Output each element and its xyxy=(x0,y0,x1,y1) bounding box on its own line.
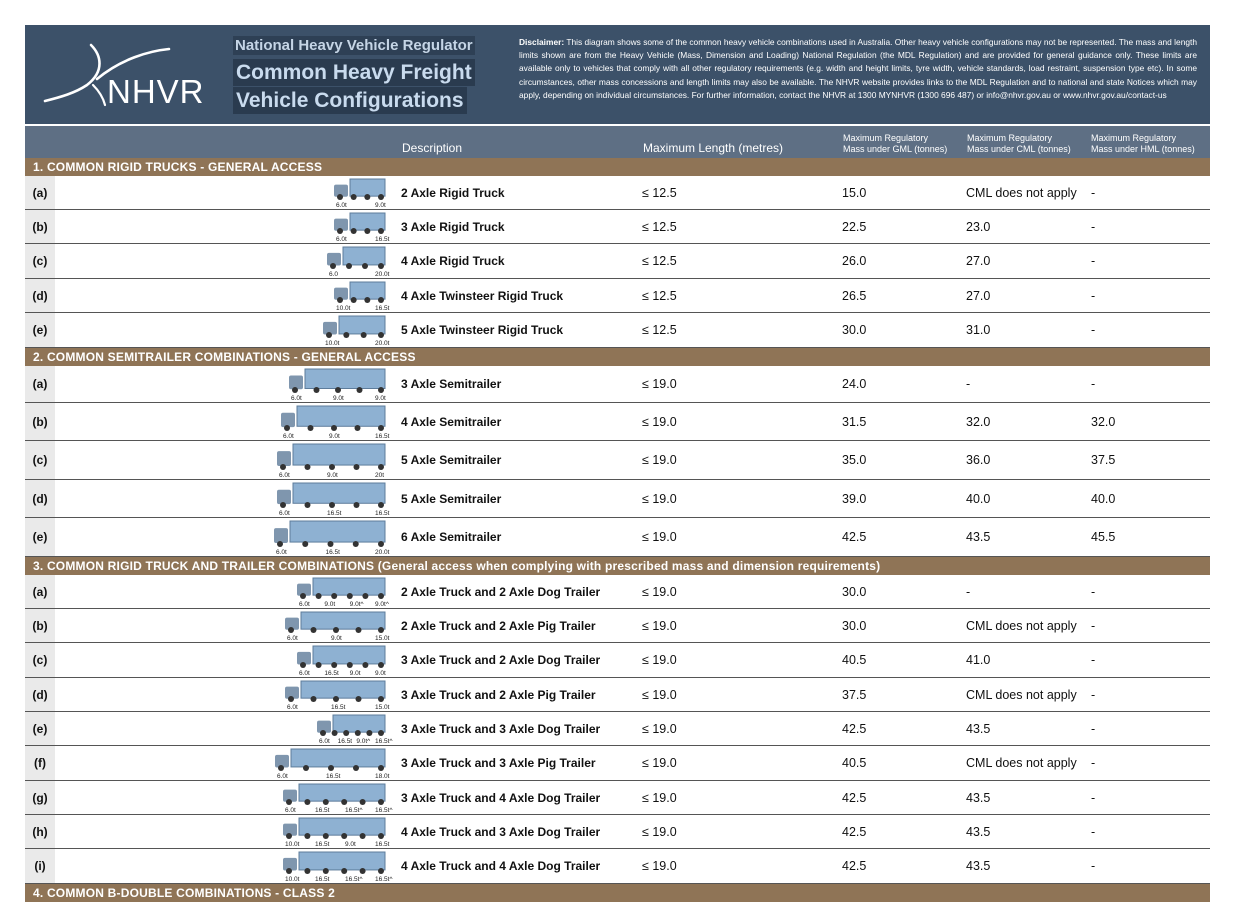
axle-mass-label: 16.5t^ xyxy=(345,876,363,883)
row-label: (i) xyxy=(25,849,55,883)
section-header: 3. COMMON RIGID TRUCK AND TRAILER COMBINATIONS (General access when complying with prescribed mass and dimension requirements) xyxy=(25,557,1210,575)
axle-mass-label: 16.5t xyxy=(375,841,390,848)
row-hml-mass: - xyxy=(1091,219,1096,234)
row-max-length: ≤ 19.0 xyxy=(642,377,677,391)
row-hml-mass: - xyxy=(1091,790,1096,805)
table-row xyxy=(25,815,1210,849)
axle-mass-label: 16.5t xyxy=(327,510,342,517)
axle-mass-label: 6.0t xyxy=(279,472,290,479)
row-max-length: ≤ 19.0 xyxy=(642,721,677,736)
page-title-line1: Common Heavy Freight xyxy=(233,59,475,86)
row-description: 4 Axle Rigid Truck xyxy=(401,254,505,268)
column-header-hml-line1: Maximum Regulatory xyxy=(1091,133,1177,143)
table-row xyxy=(25,643,1210,678)
page-title-line2: Vehicle Configurations xyxy=(233,87,467,114)
row-hml-mass: - xyxy=(1091,584,1096,599)
row-cml-mass: CML does not apply xyxy=(966,687,1077,702)
row-hml-mass: - xyxy=(1091,824,1096,839)
axle-mass-label: 6.0 xyxy=(329,271,339,278)
row-max-length: ≤ 12.5 xyxy=(642,254,677,268)
row-hml-mass: - xyxy=(1091,653,1096,667)
table-row xyxy=(25,518,1210,557)
table-row xyxy=(25,678,1210,712)
row-label: (e) xyxy=(25,518,55,556)
row-max-length: ≤ 19.0 xyxy=(642,653,677,667)
row-label: (a) xyxy=(25,176,55,209)
vehicle-diagram-icon xyxy=(321,315,390,347)
axle-mass-label: 9.0t xyxy=(375,670,386,677)
row-label: (c) xyxy=(25,441,55,479)
vehicle-diagram-icon xyxy=(295,577,387,607)
row-cml-mass: 41.0 xyxy=(966,653,991,667)
row-max-length: ≤ 19.0 xyxy=(642,687,677,702)
vehicle-diagram-icon xyxy=(283,611,390,642)
row-hml-mass: - xyxy=(1091,721,1096,736)
table-row xyxy=(25,279,1210,313)
axle-mass-label: 16.5t xyxy=(375,236,390,243)
row-description: 5 Axle Semitrailer xyxy=(401,491,502,506)
row-description: 3 Axle Truck and 3 Axle Dog Trailer xyxy=(401,721,601,736)
row-gml-mass: 40.5 xyxy=(842,756,867,770)
row-gml-mass: 37.5 xyxy=(842,687,867,702)
row-description: 3 Axle Truck and 3 Axle Pig Trailer xyxy=(401,756,596,770)
axle-mass-label: 6.0t xyxy=(336,202,347,209)
axle-mass-label: 10.0t xyxy=(285,876,300,883)
vehicle-diagram-icon xyxy=(325,246,390,278)
row-label: (b) xyxy=(25,609,55,642)
row-hml-mass: 40.0 xyxy=(1091,491,1116,506)
axle-mass-label: 10.0t xyxy=(336,305,351,312)
row-description: 4 Axle Truck and 3 Axle Dog Trailer xyxy=(401,824,601,839)
page-frame xyxy=(25,25,1210,902)
row-label: (d) xyxy=(25,480,55,517)
table-row xyxy=(25,849,1210,884)
axle-mass-label: 16.5t xyxy=(375,510,390,517)
column-header-gml-line1: Maximum Regulatory xyxy=(843,133,929,143)
vehicle-diagram-icon xyxy=(281,783,393,814)
axle-mass-label: 16.5t xyxy=(375,305,390,312)
vehicle-diagram-icon xyxy=(279,405,390,440)
axle-mass-label: 16.5t^ xyxy=(375,807,393,814)
row-description: 4 Axle Truck and 4 Axle Dog Trailer xyxy=(401,859,601,873)
column-header-cml-line2: Mass under CML (tonnes) xyxy=(967,144,1071,154)
axle-mass-label: 6.0t xyxy=(277,773,288,780)
column-header-description: Description xyxy=(402,141,463,155)
vehicle-diagram-icon xyxy=(283,680,390,711)
row-gml-mass: 31.5 xyxy=(842,414,867,429)
vehicle-diagram-icon xyxy=(273,748,390,780)
vehicle-diagram-icon xyxy=(332,178,387,208)
row-max-length: ≤ 19.0 xyxy=(642,756,677,770)
vehicle-diagram-icon xyxy=(281,817,390,848)
row-max-length: ≤ 12.5 xyxy=(642,219,677,234)
row-gml-mass: 30.0 xyxy=(842,584,867,599)
vehicle-diagram-icon xyxy=(332,281,390,312)
axle-mass-label: 6.0t xyxy=(299,670,310,677)
axle-mass-label: 16.5t^ xyxy=(345,807,363,814)
row-description: 2 Axle Truck and 2 Axle Pig Trailer xyxy=(401,618,596,633)
axle-mass-label: 16.5t xyxy=(315,807,330,814)
row-hml-mass: - xyxy=(1091,687,1096,702)
row-description: 4 Axle Semitrailer xyxy=(401,414,502,429)
axle-mass-label: 15.0t xyxy=(375,635,390,642)
axle-mass-label: 6.0t xyxy=(291,395,302,402)
row-label: (a) xyxy=(25,366,55,402)
column-header-bar xyxy=(25,126,1210,158)
axle-mass-label: 10.0t xyxy=(285,841,300,848)
axle-mass-label: 6.0t xyxy=(276,549,287,556)
row-max-length: ≤ 19.0 xyxy=(642,790,677,805)
axle-mass-label: 6.0t xyxy=(319,738,330,745)
column-header-hml-line2: Mass under HML (tonnes) xyxy=(1091,144,1195,154)
disclaimer xyxy=(519,36,1197,102)
row-gml-mass: 35.0 xyxy=(842,453,867,467)
row-max-length: ≤ 19.0 xyxy=(642,618,677,633)
axle-mass-label: 9.0t^ xyxy=(375,601,389,608)
table-row xyxy=(25,313,1210,348)
row-cml-mass: CML does not apply xyxy=(966,618,1077,633)
logo-text: NHVR xyxy=(107,73,205,110)
row-cml-mass: 43.5 xyxy=(966,824,991,839)
row-hml-mass: - xyxy=(1091,185,1096,200)
row-cml-mass: CML does not apply xyxy=(966,756,1077,770)
axle-mass-label: 20.0t xyxy=(375,549,390,556)
org-name: National Heavy Vehicle Regulator xyxy=(235,37,473,54)
row-gml-mass: 42.5 xyxy=(842,790,867,805)
row-label: (d) xyxy=(25,678,55,711)
row-gml-mass: 26.5 xyxy=(842,288,867,303)
row-description: 4 Axle Twinsteer Rigid Truck xyxy=(401,288,564,303)
axle-mass-label: 9.0t xyxy=(324,601,336,608)
row-gml-mass: 39.0 xyxy=(842,491,867,506)
table-row xyxy=(25,244,1210,279)
row-cml-mass: 40.0 xyxy=(966,491,991,506)
row-cml-mass: 31.0 xyxy=(966,323,991,337)
row-cml-mass: 36.0 xyxy=(966,453,991,467)
row-max-length: ≤ 19.0 xyxy=(642,453,677,467)
row-label: (f) xyxy=(25,746,55,780)
vehicle-diagram-icon xyxy=(295,645,387,676)
row-gml-mass: 24.0 xyxy=(842,377,867,391)
axle-mass-label: 20.0t xyxy=(375,340,390,347)
row-gml-mass: 42.5 xyxy=(842,721,867,736)
axle-mass-label: 9.0t xyxy=(327,472,338,479)
row-hml-mass: - xyxy=(1091,756,1096,770)
axle-mass-label: 16.5t xyxy=(325,549,340,556)
axle-mass-label: 6.0t xyxy=(287,704,298,711)
row-cml-mass: 27.0 xyxy=(966,288,991,303)
row-label: (c) xyxy=(25,643,55,677)
row-label: (h) xyxy=(25,815,55,848)
axle-mass-label: 9.0t xyxy=(375,395,386,402)
axle-mass-label: 6.0t xyxy=(279,510,290,517)
row-label: (a) xyxy=(25,575,55,608)
table-row xyxy=(25,781,1210,815)
section-header: 2. COMMON SEMITRAILER COMBINATIONS - GENERAL ACCESS xyxy=(25,348,1210,366)
table-row xyxy=(25,575,1210,609)
row-cml-mass: 43.5 xyxy=(966,790,991,805)
axle-mass-label: 9.0t xyxy=(329,433,340,440)
axle-mass-label: 16.5t^ xyxy=(375,876,393,883)
axle-mass-label: 16.5t xyxy=(331,704,346,711)
row-cml-mass: - xyxy=(966,584,971,599)
row-hml-mass: - xyxy=(1091,254,1096,268)
row-cml-mass: 43.5 xyxy=(966,721,991,736)
row-max-length: ≤ 19.0 xyxy=(642,584,677,599)
row-max-length: ≤ 19.0 xyxy=(642,414,677,429)
row-hml-mass: - xyxy=(1091,618,1096,633)
axle-mass-label: 9.0t xyxy=(333,395,344,402)
axle-mass-label: 16.5t xyxy=(337,738,353,745)
row-description: 3 Axle Semitrailer xyxy=(401,377,502,391)
row-hml-mass: 32.0 xyxy=(1091,414,1116,429)
axle-mass-label: 6.0t xyxy=(285,807,296,814)
column-header-gml xyxy=(843,133,947,155)
table-row xyxy=(25,441,1210,480)
row-cml-mass: 27.0 xyxy=(966,254,991,268)
axle-mass-label: 6.0t xyxy=(287,635,298,642)
row-description: 3 Axle Truck and 2 Axle Dog Trailer xyxy=(401,653,601,667)
row-gml-mass: 15.0 xyxy=(842,185,867,200)
axle-mass-label: 9.0t xyxy=(375,202,386,209)
row-description: 2 Axle Rigid Truck xyxy=(401,185,505,200)
axle-mass-label: 16.5t xyxy=(375,433,390,440)
axle-mass-label: 16.5t xyxy=(315,841,330,848)
row-label: (b) xyxy=(25,210,55,243)
axle-mass-label: 16.5t xyxy=(324,670,339,677)
table-row xyxy=(25,712,1210,746)
row-hml-mass: - xyxy=(1091,859,1096,873)
row-max-length: ≤ 19.0 xyxy=(642,859,677,873)
axle-mass-label: 9.0t xyxy=(345,841,356,848)
axle-mass-label: 9.0t xyxy=(349,670,361,677)
disclaimer-label: Disclaimer: xyxy=(519,37,565,47)
column-header-hml xyxy=(1091,133,1195,155)
row-max-length: ≤ 12.5 xyxy=(642,323,677,337)
table-row xyxy=(25,176,1210,210)
axle-mass-label: 20.0t xyxy=(375,271,390,278)
row-label: (g) xyxy=(25,781,55,814)
axle-mass-label: 9.0t^ xyxy=(356,738,371,745)
page-header xyxy=(25,25,1210,124)
row-max-length: ≤ 12.5 xyxy=(642,185,677,200)
row-hml-mass: - xyxy=(1091,288,1096,303)
table-row xyxy=(25,480,1210,518)
row-label: (c) xyxy=(25,244,55,278)
row-gml-mass: 22.5 xyxy=(842,219,867,234)
row-cml-mass: 43.5 xyxy=(966,530,991,544)
vehicle-diagram-icon xyxy=(315,714,393,745)
axle-mass-label: 9.0t xyxy=(331,635,342,642)
column-header-max-length: Maximum Length (metres) xyxy=(643,141,784,155)
axle-mass-label: 18.0t xyxy=(375,773,390,780)
disclaimer-text: This diagram shows some of the common heavy vehicle combinations used in Australia. Other heavy vehicle configurations may not be represented. The mass and length limits shown are from the Heavy Vehicle (Mass, Dimension and Loading) National Regulation (the MDL Regulation) and are provided for general guidance only. These limits are available only to vehicles that comply with all other regulatory requirements (e.g. width and height limits, tyre width, vehicle standards, load restraint, suspension type etc). In some circumstances, other mass concessions and length limits may also be available. The NHVR website provides links to the MDL Regulation and to national and state Notices which may apply, depending on individual circumstances. For further information, contact the NHVR at 1300 MYNHVR (1300 696 487) or info@nhvr.gov.au or www.nhvr.gov.au/contact-us xyxy=(519,37,1197,100)
configurations-table xyxy=(25,158,1210,902)
vehicle-diagram-icon xyxy=(287,368,387,401)
table-row xyxy=(25,609,1210,643)
axle-mass-label: 10.0t xyxy=(325,340,340,347)
vehicle-diagram-icon xyxy=(275,482,390,517)
row-hml-mass: 45.5 xyxy=(1091,530,1116,544)
row-hml-mass: - xyxy=(1091,323,1096,337)
column-header-cml xyxy=(967,133,1071,155)
vehicle-diagram-icon xyxy=(281,851,393,883)
axle-mass-label: 6.0t xyxy=(283,433,294,440)
row-cml-mass: CML does not apply xyxy=(966,185,1077,200)
axle-mass-label: 16.5t^ xyxy=(375,738,393,745)
axle-mass-label: 15.0t xyxy=(375,704,390,711)
title-block xyxy=(233,35,475,115)
table-row xyxy=(25,210,1210,244)
row-gml-mass: 40.5 xyxy=(842,653,867,667)
row-max-length: ≤ 19.0 xyxy=(642,530,677,544)
row-cml-mass: 23.0 xyxy=(966,219,991,234)
axle-mass-label: 16.5t xyxy=(315,876,330,883)
section-header: 1. COMMON RIGID TRUCKS - GENERAL ACCESS xyxy=(25,158,1210,176)
axle-mass-label: 6.0t xyxy=(336,236,347,243)
row-max-length: ≤ 12.5 xyxy=(642,288,677,303)
section-header: 4. COMMON B-DOUBLE COMBINATIONS - CLASS 2 xyxy=(25,884,1210,902)
row-description: 5 Axle Twinsteer Rigid Truck xyxy=(401,323,564,337)
row-hml-mass: - xyxy=(1091,377,1096,391)
nhvr-logo xyxy=(39,39,219,119)
row-description: 3 Axle Rigid Truck xyxy=(401,219,505,234)
column-header-gml-line2: Mass under GML (tonnes) xyxy=(843,144,948,154)
row-description: 3 Axle Truck and 4 Axle Dog Trailer xyxy=(401,790,601,805)
axle-mass-label: 16.5t xyxy=(326,773,341,780)
vehicle-diagram-icon xyxy=(332,212,390,243)
axle-mass-label: 6.0t xyxy=(299,601,310,608)
row-label: (b) xyxy=(25,403,55,440)
axle-mass-label: 20t xyxy=(375,472,385,479)
vehicle-diagram-icon xyxy=(272,520,390,556)
column-header-cml-line1: Maximum Regulatory xyxy=(967,133,1053,143)
table-row xyxy=(25,403,1210,441)
row-cml-mass: - xyxy=(966,377,971,391)
row-gml-mass: 26.0 xyxy=(842,254,867,268)
row-gml-mass: 42.5 xyxy=(842,530,867,544)
row-cml-mass: 43.5 xyxy=(966,859,991,873)
table-row xyxy=(25,746,1210,781)
row-description: 5 Axle Semitrailer xyxy=(401,453,502,467)
row-max-length: ≤ 19.0 xyxy=(642,491,677,506)
row-hml-mass: 37.5 xyxy=(1091,453,1116,467)
row-max-length: ≤ 19.0 xyxy=(642,824,677,839)
vehicle-diagram-icon xyxy=(275,443,387,478)
row-description: 2 Axle Truck and 2 Axle Dog Trailer xyxy=(401,584,601,599)
row-cml-mass: 32.0 xyxy=(966,414,991,429)
row-label: (e) xyxy=(25,712,55,745)
row-description: 3 Axle Truck and 2 Axle Pig Trailer xyxy=(401,687,596,702)
table-row xyxy=(25,366,1210,403)
axle-mass-label: 9.0t^ xyxy=(349,601,364,608)
row-label: (e) xyxy=(25,313,55,347)
row-gml-mass: 42.5 xyxy=(842,859,867,873)
row-gml-mass: 30.0 xyxy=(842,618,867,633)
row-label: (d) xyxy=(25,279,55,312)
row-gml-mass: 42.5 xyxy=(842,824,867,839)
row-description: 6 Axle Semitrailer xyxy=(401,530,502,544)
row-gml-mass: 30.0 xyxy=(842,323,867,337)
